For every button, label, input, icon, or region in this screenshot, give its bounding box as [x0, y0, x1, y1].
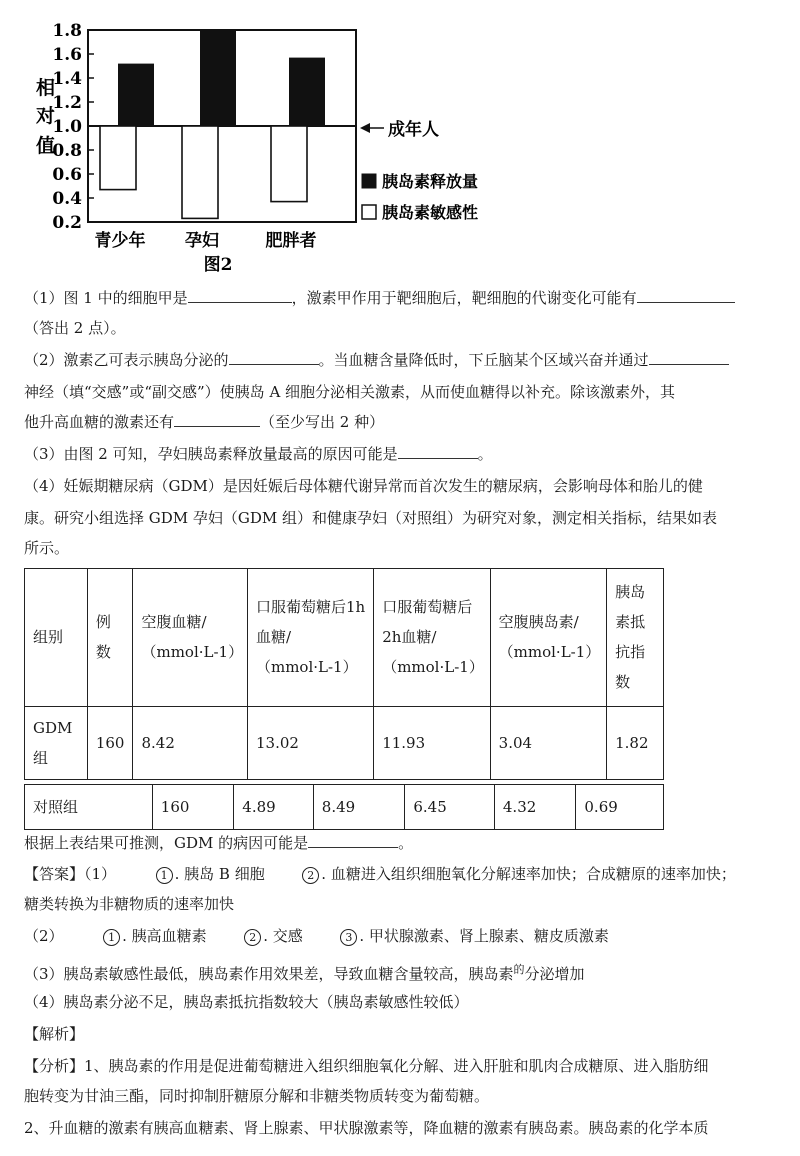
answer-2 — [24, 921, 776, 951]
answer-4: （4）胰岛素分泌不足，胰岛素抵抗指数较大（胰岛素敏感性较低） — [24, 993, 469, 1011]
q2-text-d: 他升高血糖的激素还有 — [24, 413, 175, 431]
legend — [362, 172, 478, 222]
answer-2-1: . 胰高血糖素 — [122, 927, 207, 945]
figure-title: 图2 — [203, 255, 233, 275]
question-2-line3 — [24, 407, 776, 437]
question-1 — [24, 283, 776, 313]
q4-line-1: （4）妊娠期糖尿病（GDM）是因妊娠后母体糖代谢异常而首次发生的糖尿病，会影响母体和胎儿的健 — [24, 477, 703, 495]
y-axis-label-2: 对 — [36, 105, 56, 127]
q1-text-a: （1）图 1 中的细胞甲是 — [24, 289, 188, 307]
y-tick-label: 1.4 — [52, 69, 82, 89]
control-table — [24, 784, 664, 830]
header-ogtt-2h: 口服葡萄糖后2h血糖/（mmol·L-1） — [374, 569, 490, 707]
y-tick-label: 0.8 — [52, 141, 82, 161]
results-table — [24, 568, 664, 780]
question-3 — [24, 439, 776, 469]
bar-release-2 — [289, 58, 325, 126]
y-tick-label: 1.6 — [52, 45, 82, 65]
header-resistance-index: 胰岛素抵抗指数 — [607, 569, 664, 707]
header-count: 例 数 — [87, 569, 133, 707]
bar-sensitivity-2 — [271, 126, 307, 202]
y-tick-label: 1.2 — [52, 93, 82, 113]
cell-ogtt-1h: 13.02 — [247, 706, 373, 779]
q4-blank[interactable] — [308, 829, 398, 848]
cell-count: 160 — [87, 706, 133, 779]
header-group: 组别 — [25, 569, 88, 707]
table-row — [25, 785, 664, 830]
analysis-line-3: 2、升血糖的激素有胰高血糖素、肾上腺素、甲状腺激素等，降血糖的激素有胰岛素。胰岛素的化学本质 — [24, 1119, 709, 1137]
x-tick-label: 青少年 — [94, 231, 146, 251]
bar-sensitivity-0 — [100, 126, 136, 190]
q2-text-b: 。当血糖含量降低时，下丘脑某个区域兴奋并通过 — [318, 351, 649, 369]
circled-number: 2 — [244, 929, 261, 946]
cell-fasting-insulin: 4.32 — [494, 785, 576, 830]
cell-resistance-index: 0.69 — [576, 785, 664, 830]
q3-text-a: （3）由图 2 可知，孕妇胰岛素释放量最高的原因可能是 — [24, 445, 398, 463]
q2-blank-2[interactable] — [649, 346, 729, 365]
q1-blank-1[interactable] — [188, 284, 292, 303]
y-tick-label: 1.0 — [52, 117, 82, 137]
answer-1-1: . 胰岛 B 细胞 — [174, 865, 265, 883]
x-tick-label: 肥胖者 — [265, 231, 317, 251]
header-ogtt-1h: 口服葡萄糖后1h血糖/（mmol·L-1） — [247, 569, 373, 707]
q4-tail — [24, 828, 776, 858]
q4-line-3: 所示。 — [24, 539, 70, 557]
q2-blank-3[interactable] — [174, 408, 260, 427]
circled-number: 2 — [302, 867, 319, 884]
y-axis-label-3: 值 — [36, 135, 56, 157]
q3-text-b: 。 — [477, 445, 493, 463]
legend-label-sensitivity: 胰岛素敏感性 — [382, 203, 479, 222]
cell-ogtt-2h: 11.93 — [374, 706, 490, 779]
answer-3 — [24, 955, 776, 989]
y-tick-label: 1.8 — [52, 21, 82, 41]
cell-count: 160 — [152, 785, 234, 830]
answer-3-sup: 的 — [513, 963, 525, 976]
cell-ogtt-2h: 6.45 — [405, 785, 495, 830]
cell-group: 对照组 — [25, 785, 153, 830]
cell-resistance-index: 1.82 — [607, 706, 664, 779]
legend-label-release: 胰岛素释放量 — [382, 172, 479, 191]
answer-2-label: （2） — [24, 927, 64, 945]
q4-tail-end: 。 — [398, 834, 414, 852]
analysis-line-2: 胞转变为甘油三酯，同时抑制肝糖原分解和非糖类物质转变为葡萄糖。 — [24, 1087, 490, 1105]
table-row — [25, 706, 664, 779]
answer-3-text: （3）胰岛素敏感性最低，胰岛素作用效果差，导致血糖含量较高，胰岛素 — [24, 965, 514, 983]
cell-fasting-glucose: 8.42 — [133, 706, 248, 779]
q1-blank-2[interactable] — [637, 284, 735, 303]
cell-fasting-glucose: 4.89 — [234, 785, 313, 830]
answer-3-text-b: 分泌增加 — [524, 965, 585, 983]
y-axis-label-1: 相 — [36, 77, 56, 99]
question-2 — [24, 345, 776, 375]
bar-release-1 — [200, 30, 236, 126]
bar-release-0 — [118, 64, 154, 126]
y-tick-label: 0.6 — [52, 165, 82, 185]
y-tick-label: 0.2 — [52, 213, 82, 233]
q4-line-2: 康。研究小组选择 GDM 孕妇（GDM 组）和健康孕妇（对照组）为研究对象，测定相关指标，结果如表 — [24, 509, 718, 527]
circled-number: 1 — [103, 929, 120, 946]
cell-group: GDM组 — [25, 706, 88, 779]
q4-tail-text: 根据上表结果可推测，GDM 的病因可能是 — [24, 834, 309, 852]
q1-text-c: （答出 2 点）。 — [24, 319, 126, 337]
circled-number: 1 — [156, 867, 173, 884]
q3-blank[interactable] — [398, 440, 478, 459]
q1-text-b: ，激素甲作用于靶细胞后，靶细胞的代谢变化可能有 — [291, 289, 637, 307]
answer-label: 【答案】（1） — [24, 865, 117, 883]
bar-chart — [0, 0, 560, 282]
q2-blank-1[interactable] — [229, 346, 319, 365]
q2-text-a: （2）激素乙可表示胰岛分泌的 — [24, 351, 229, 369]
y-tick-label: 0.4 — [52, 189, 82, 209]
legend-swatch-sensitivity — [362, 205, 376, 219]
cell-fasting-insulin: 3.04 — [490, 706, 606, 779]
cell-ogtt-1h: 8.49 — [313, 785, 405, 830]
table-header-row — [25, 569, 664, 707]
circled-number: 3 — [340, 929, 357, 946]
y-axis — [36, 21, 94, 233]
answer-1-2b: 糖类转换为非糖物质的速率加快 — [24, 895, 235, 913]
q2-text-c: 神经（填“交感”或“副交感”）使胰岛 A 细胞分泌相关激素，从而使血糖得以补充。除该激素外，其 — [24, 383, 676, 401]
bar-sensitivity-1 — [182, 126, 218, 218]
answer-1 — [24, 859, 776, 889]
answer-2-2: . 交感 — [263, 927, 303, 945]
header-fasting-insulin: 空腹胰岛素/（mmol·L-1） — [490, 569, 606, 707]
x-tick-label: 孕妇 — [185, 231, 219, 251]
answer-1-2: . 血糖进入组织细胞氧化分解速率加快；合成糖原的速率加快； — [321, 865, 736, 883]
q2-text-e: （至少写出 2 种） — [260, 413, 385, 431]
analysis-line-1: 【分析】1、胰岛素的作用是促进葡萄糖进入组织细胞氧化分解、进入肝脏和肌肉合成糖原、进入脂肪细 — [24, 1057, 709, 1075]
answer-2-3: . 甲状腺激素、肾上腺素、糖皮质激素 — [359, 927, 609, 945]
legend-swatch-release — [362, 174, 376, 188]
analysis-label: 【解析】 — [24, 1025, 85, 1043]
baseline-annotation — [360, 119, 439, 140]
header-fasting-glucose: 空腹血糖/（mmol·L-1） — [133, 569, 248, 707]
baseline-label: 成年人 — [388, 120, 439, 140]
